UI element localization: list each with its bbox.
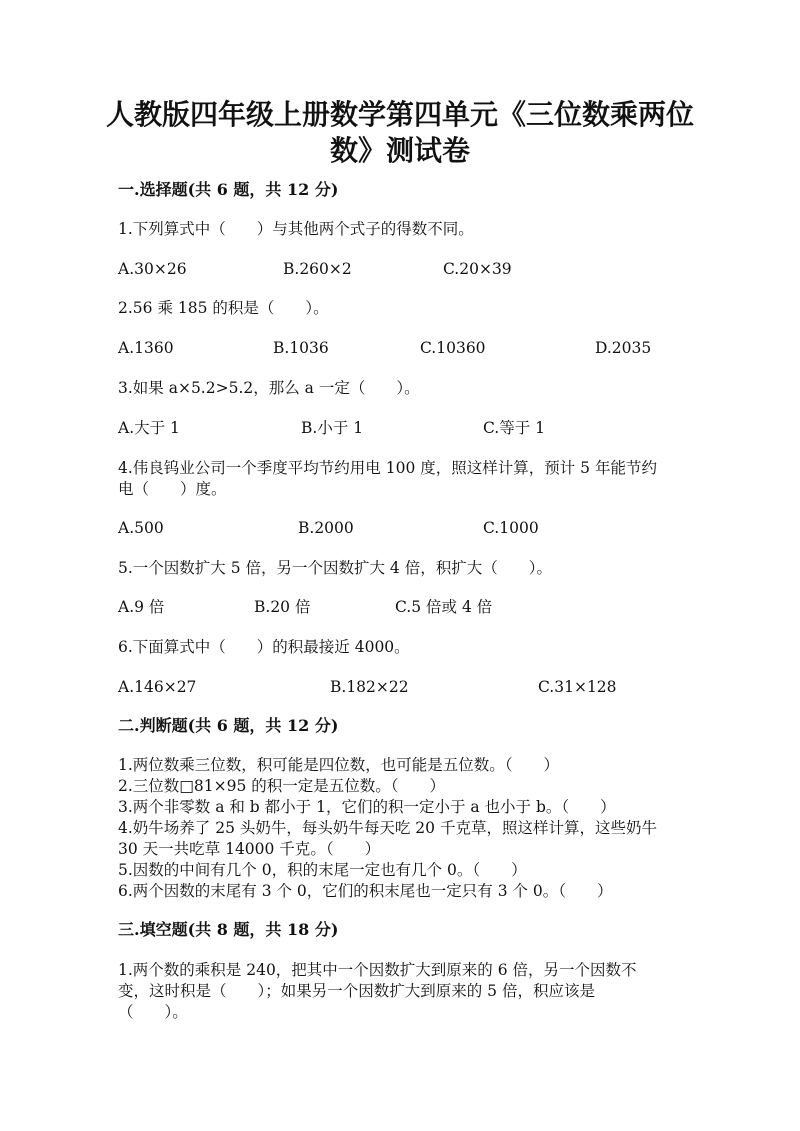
option-a: A.9 倍 [118,598,165,616]
judgement-statement: 1.两位数乘三位数，积可能是四位数，也可能是五位数。（ ） [118,756,560,774]
judgement-statement: 3.两个非零数 a 和 b 都小于 1，它们的积一定小于 a 也小于 b。（ ） [118,798,616,816]
judgement-statement: 2.三位数□81×95 的积一定是五位数。（ ） [118,777,446,795]
question-stem-line-1: 4.伟良钨业公司一个季度平均节约用电 100 度，照这样计算，预计 5 年能节约 [118,459,657,477]
option-c: C.等于 1 [483,419,546,437]
question-stem-line-2: 电（ ）度。 [118,480,227,498]
option-c: C.20×39 [443,260,512,278]
section-heading-fill-in: 三.填空题(共 8 题，共 18 分) [118,920,339,939]
option-c: C.5 倍或 4 倍 [395,598,493,616]
question-stem: 1.下列算式中（ ）与其他两个式子的得数不同。 [118,220,474,238]
option-a: A.大于 1 [118,419,180,437]
question-stem: 2.56 乘 185 的积是（ ）。 [118,299,329,317]
paper-title-line-1: 人教版四年级上册数学第四单元《三位数乘两位 [105,98,694,131]
question-options [118,597,718,617]
fill-in-question-line-3: （ ）。 [118,1003,188,1021]
judgement-statement: 5.因数的中间有几个 0，积的末尾一定也有几个 0。（ ） [118,861,527,879]
option-d: D.2035 [595,339,652,357]
fill-in-question-line-2: 变，这时积是（ ）；如果另一个因数扩大到原来的 5 倍，积应该是 [118,982,595,1000]
paper-title-line-2: 数》测试卷 [329,134,470,167]
judgement-statement: 4.奶牛场养了 25 头奶牛，每头奶牛每天吃 20 千克草，照这样计算，这些奶牛 [118,819,657,837]
section-heading-true-false: 二.判断题(共 6 题，共 12 分) [118,716,339,735]
option-a: A.30×26 [118,260,187,278]
question-options [118,338,718,358]
option-a: A.500 [118,519,164,537]
judgement-statement: 30 天一共吃草 14000 千克。（ ） [118,840,381,858]
option-a: A.1360 [118,339,174,357]
judgement-statement: 6.两个因数的末尾有 3 个 0，它们的积末尾也一定只有 3 个 0。（ ） [118,882,613,900]
question-options [118,677,718,697]
question-stem: 3.如果 a×5.2>5.2，那么 a 一定（ ）。 [118,379,420,397]
option-b: B.2000 [298,519,354,537]
question-stem: 5.一个因数扩大 5 倍，另一个因数扩大 4 倍，积扩大（ ）。 [118,559,552,577]
option-b: B.182×22 [330,678,409,696]
fill-in-question-line-1: 1.两个数的乘积是 240，把其中一个因数扩大到原来的 6 倍，另一个因数不 [118,961,637,979]
question-stem: 6.下面算式中（ ）的积最接近 4000。 [118,638,410,656]
question-options [118,259,718,279]
option-a: A.146×27 [118,678,197,696]
question-options [118,418,718,438]
option-c: C.31×128 [538,678,617,696]
option-b: B.260×2 [283,260,352,278]
section-heading-multiple-choice: 一.选择题(共 6 题，共 12 分) [118,180,339,199]
option-b: B.小于 1 [301,419,364,437]
option-b: B.20 倍 [254,598,311,616]
option-b: B.1036 [273,339,329,357]
option-c: C.10360 [420,339,486,357]
option-c: C.1000 [483,519,539,537]
question-options [118,518,718,538]
